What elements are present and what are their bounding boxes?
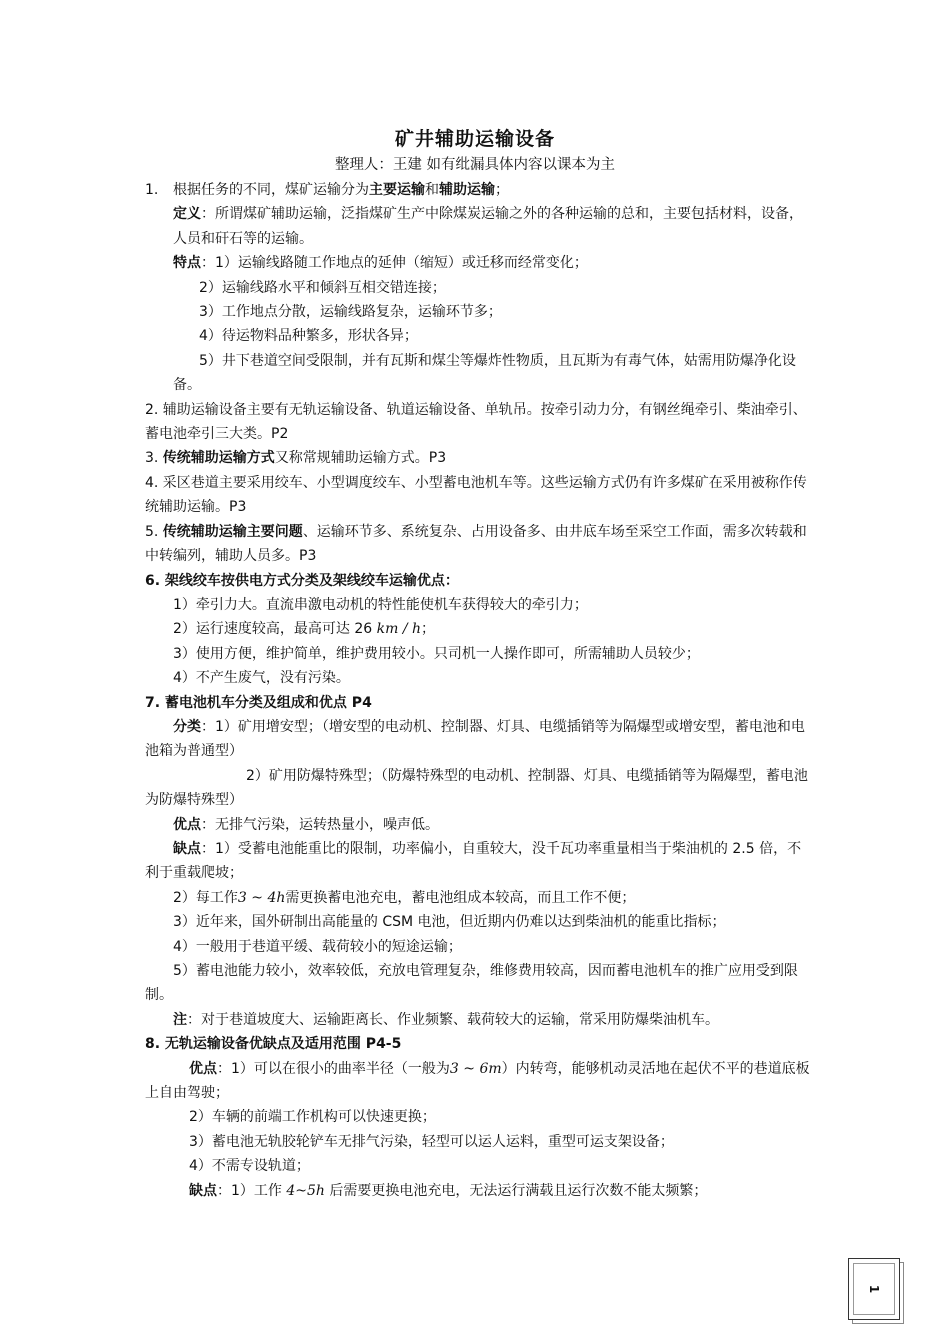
bold-term: 传统辅助运输方式 [162, 450, 275, 467]
disadvantage-text: ：1）受蓄电池能重比的限制，功率偏小，自重较大，没千瓦功率重量相当于柴油机的 2.5 倍，不利于重载爬坡； [145, 840, 802, 882]
text: ）内转弯，能够机动灵活地在起伏不平的巷道底板上自由驾驶； [145, 1060, 810, 1102]
section-2: 2. 辅助运输设备主要有无轨运输设备、轨道运输设备、单轨吊。按牵引动力分，有钢丝绳牵引、柴油牵引、蓄电池牵引三大类。P2 [145, 401, 807, 443]
section-8-advantage-3: 3）蓄电池无轨胶轮铲车无排气污染，轻型可以运人运料，重型可运支架设备； [189, 1133, 674, 1150]
class-text: 2）矿用防爆特殊型；（防爆特殊型的电动机、控制器、灯具、电缆插销等为隔爆型，蓄电池为防爆特殊型） [145, 767, 808, 809]
text: ； [495, 182, 509, 198]
page-number: 1 [867, 1284, 881, 1294]
section-heading: 8. 无轨运输设备优缺点及适用范围 P4-5 [145, 1036, 402, 1053]
math-unit: km / h [376, 621, 422, 638]
math-expression: 3 ~ 4h [237, 889, 286, 906]
section-6-point-3: 3）使用方便，维护简单，维护费用较小。只司机一人操作即可，所需辅助人员较少； [173, 645, 700, 662]
section-1-feature-1 [145, 251, 810, 275]
text: 又称常规辅助运输方式。P3 [274, 450, 447, 467]
document-body [145, 178, 810, 1203]
disadvantage-label: 缺点 [189, 1182, 217, 1199]
class-text: ：1）矿用增安型；（增安型的电动机、控制器、灯具、电缆插销等为隔爆型或增安型，蓄电池和电池箱为普通型） [145, 718, 805, 760]
section-1-feature-2: 2）运输线路水平和倾斜互相交错连接； [199, 279, 446, 296]
text: 2）运行速度较高，最高可达 26 [173, 621, 377, 638]
section-1-feature-3: 3）工作地点分散，运输线路复杂，运输环节多； [199, 304, 502, 321]
math-expression: 4~5h [286, 1182, 325, 1199]
section-6-point-4: 4）不产生废气，没有污染。 [173, 670, 350, 687]
note-label: 注 [173, 1011, 187, 1028]
section-heading: 6. 架线绞车按供电方式分类及架线绞车运输优点： [145, 572, 459, 589]
feature-text: 5）井下巷道空间受限制，并有瓦斯和煤尘等爆炸性物质，且瓦斯为有毒气体，姑需用防爆净化设备。 [173, 352, 796, 394]
section-3 [145, 446, 810, 470]
list-number: 5. [145, 523, 163, 540]
math-expression: 3 ~ 6m [449, 1060, 502, 1077]
text: ：1）可以在很小的曲率半径（一般为 [217, 1060, 450, 1077]
section-7-disadvantage-4: 4）一般用于巷道平缓、载荷较小的短途运输； [173, 938, 462, 955]
section-7-note [145, 1008, 810, 1032]
section-7-heading [145, 691, 810, 715]
section-heading: 7. 蓄电池机车分类及组成和优点 P4 [145, 694, 372, 711]
text: 后需要更换电池充电，无法运行满载且运行次数不能太频繁； [324, 1182, 708, 1199]
section-6-point-2 [145, 617, 810, 641]
text: 和 [425, 182, 439, 198]
page-subtitle: 整理人：王建 如有纰漏具体内容以课本为主 [334, 157, 616, 173]
note-text: ：对于巷道坡度大、运输距离长、作业频繁、载荷较大的运输，常采用防爆柴油机车。 [187, 1011, 719, 1028]
definition-text: ：所谓煤矿辅助运输，泛指煤矿生产中除煤炭运输之外的各种运输的总和，主要包括材料，设备，人员和矸石等的运输。 [173, 206, 803, 247]
advantage-text: ：无排气污染，运转热量小，噪声低。 [201, 816, 439, 833]
feature-text: ：1）运输线路随工作地点的延伸（缩短）或迁移而经常变化； [201, 255, 588, 272]
section-8-advantage-4: 4）不需专设轨道； [189, 1158, 310, 1175]
section-7-disadvantage-3: 3）近年来，国外研制出高能量的 CSM 电池，但近期内仍难以达到柴油机的能重比指标； [173, 914, 726, 931]
text: ； [421, 621, 436, 638]
bold-term: 辅助运输 [439, 182, 495, 198]
page-number-box [848, 1258, 900, 1320]
text: 根据任务的不同，煤矿运输分为 [173, 182, 369, 198]
text: 、运输环节多、系统复杂、占用设备多、由井底车场至采空工作面，需多次转载和中转编列，辅助人员多。P3 [145, 523, 807, 565]
section-7-advantages [145, 813, 810, 837]
disadvantage-label: 缺点 [173, 840, 201, 857]
section-7-disadvantage-5: 5）蓄电池能力较小，效率较低，充放电管理复杂，维修费用较高，因而蓄电池机车的推广应用受到限制。 [145, 963, 798, 1004]
section-8-heading [145, 1032, 810, 1056]
section-4: 4. 采区巷道主要采用绞车、小型调度绞车、小型蓄电池机车等。这些运输方式仍有许多煤矿在采用被称作传统辅助运输。P3 [145, 474, 807, 516]
advantage-label: 优点 [189, 1060, 217, 1077]
text: 需更换蓄电池充电，蓄电池组成本较高，而且工作不便； [285, 889, 636, 906]
section-1-feature-5 [145, 349, 810, 398]
bold-term: 传统辅助运输主要问题 [162, 523, 303, 540]
list-number: 1. [145, 182, 159, 198]
section-5 [145, 520, 810, 569]
section-8-disadvantage-1 [145, 1179, 810, 1203]
section-6-point-1: 1）牵引力大。直流串激电动机的特性能使机车获得较大的牵引力； [173, 596, 588, 613]
section-7-disadvantage-2 [145, 886, 810, 910]
section-1-feature-4: 4）待运物料品种繁多，形状各异； [199, 328, 418, 345]
text: ：1）工作 [217, 1182, 287, 1199]
section-6-heading [145, 569, 810, 593]
feature-label: 特点 [173, 255, 201, 272]
list-number: 3. [145, 450, 163, 467]
section-1-definition [145, 202, 810, 251]
section-7-class-1 [145, 715, 810, 764]
bold-term: 主要运输 [369, 182, 425, 198]
text: 2）每工作 [173, 889, 238, 906]
advantage-label: 优点 [173, 816, 201, 833]
section-8-advantage-2: 2）车辆的前端工作机构可以快速更换； [189, 1109, 436, 1126]
class-label: 分类 [173, 718, 201, 735]
page-title: 矿井辅助运输设备 [394, 128, 555, 150]
section-8-advantage-1 [145, 1057, 810, 1106]
section-1-heading [145, 178, 810, 202]
section-7-disadvantage-1 [145, 837, 810, 886]
section-7-class-2 [145, 764, 810, 813]
definition-label: 定义 [173, 206, 201, 223]
